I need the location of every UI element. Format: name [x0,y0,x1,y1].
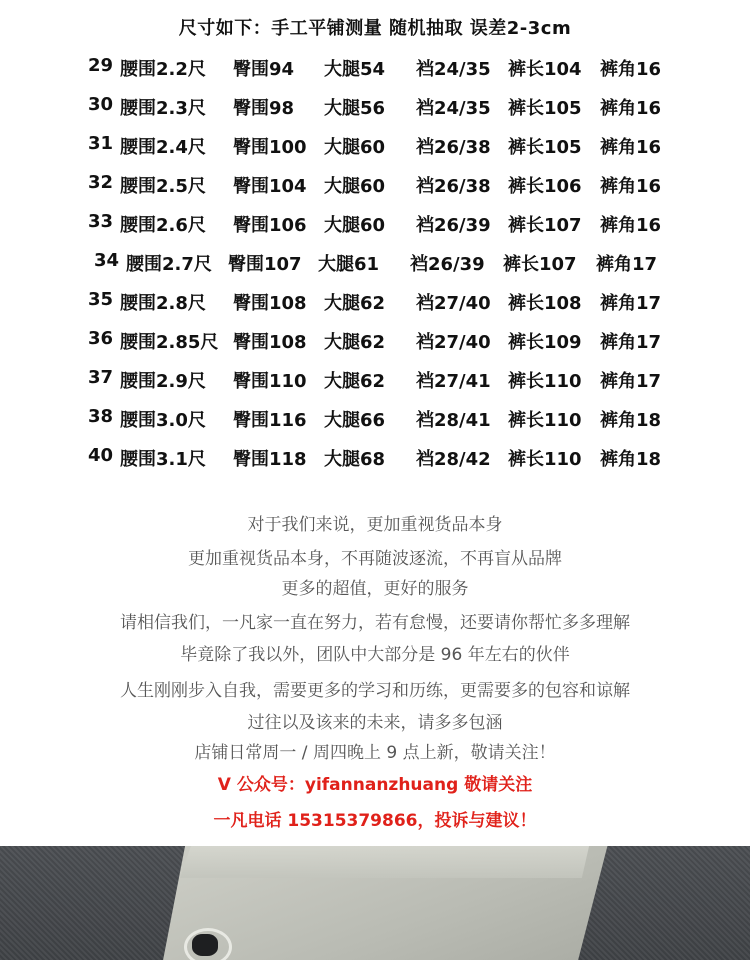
size-cell-thigh: 大腿56 [324,98,386,119]
size-cell-size: 32 [88,172,114,193]
size-cell-rise: 裆27/41 [416,371,491,392]
size-cell-hem: 裤角16 [600,215,662,236]
product-photo [0,846,750,960]
size-cell-waist: 腰围2.7尺 [126,254,212,275]
size-cell-size: 34 [94,250,120,271]
size-row [0,289,750,319]
size-cell-rise: 裆24/35 [416,59,491,80]
size-cell-rise: 裆27/40 [416,293,491,314]
size-cell-thigh: 大腿61 [318,254,380,275]
size-cell-size: 30 [88,94,114,115]
size-cell-length: 裤长106 [508,176,582,197]
size-cell-waist: 腰围2.4尺 [120,137,206,158]
size-cell-thigh: 大腿60 [324,137,386,158]
size-cell-hem: 裤角18 [600,449,662,470]
size-cell-thigh: 大腿62 [324,293,386,314]
size-cell-waist: 腰围2.85尺 [120,332,219,353]
size-cell-hem: 裤角17 [600,293,662,314]
size-row [0,445,750,475]
size-cell-length: 裤长107 [508,215,582,236]
size-cell-thigh: 大腿66 [324,410,386,431]
size-cell-thigh: 大腿60 [324,215,386,236]
size-cell-size: 35 [88,289,114,310]
size-cell-rise: 裆26/38 [416,137,491,158]
size-row [0,55,750,85]
note-line: 请相信我们，一凡家一直在努力，若有怠慢，还要请你帮忙多多理解 [120,613,630,633]
size-cell-length: 裤长110 [508,449,582,470]
size-cell-hip: 臀围107 [228,254,302,275]
size-cell-hip: 臀围116 [233,410,307,431]
size-cell-hip: 臀围118 [233,449,307,470]
note-line: 店铺日常周一 / 周四晚上 9 点上新，敬请关注！ [194,743,556,763]
size-cell-rise: 裆28/41 [416,410,491,431]
note-line: 过往以及该来的未来，请多多包涵 [247,713,503,733]
size-cell-rise: 裆26/39 [416,215,491,236]
size-cell-hem: 裤角17 [596,254,658,275]
size-cell-rise: 裆27/40 [416,332,491,353]
size-cell-waist: 腰围2.3尺 [120,98,206,119]
size-cell-hip: 臀围94 [233,59,295,80]
size-row [0,328,750,358]
size-cell-size: 33 [88,211,114,232]
size-cell-rise: 裆24/35 [416,98,491,119]
size-row [0,250,750,280]
size-cell-hem: 裤角16 [600,137,662,158]
size-cell-hip: 臀围110 [233,371,307,392]
size-row [0,211,750,241]
size-row [0,94,750,124]
size-row [0,367,750,397]
size-row [0,133,750,163]
size-cell-hip: 臀围106 [233,215,307,236]
size-cell-thigh: 大腿68 [324,449,386,470]
note-line: 更多的超值，更好的服务 [281,579,469,599]
size-cell-size: 31 [88,133,114,154]
size-cell-waist: 腰围2.9尺 [120,371,206,392]
size-cell-thigh: 大腿62 [324,332,386,353]
size-cell-waist: 腰围2.8尺 [120,293,206,314]
size-cell-hem: 裤角17 [600,371,662,392]
note-line: 更加重视货品本身，不再随波逐流，不再盲从品牌 [188,549,562,569]
size-cell-length: 裤长110 [508,410,582,431]
size-row [0,406,750,436]
note-line: 对于我们来说，更加重视货品本身 [247,515,503,535]
contact-line: V 公众号：yifannanzhuang 敬请关注 [217,775,533,795]
size-cell-size: 36 [88,328,114,349]
size-cell-length: 裤长108 [508,293,582,314]
size-cell-hip: 臀围104 [233,176,307,197]
size-cell-hem: 裤角18 [600,410,662,431]
size-cell-thigh: 大腿60 [324,176,386,197]
size-cell-waist: 腰围2.6尺 [120,215,206,236]
size-cell-rise: 裆26/38 [416,176,491,197]
size-cell-hip: 臀围100 [233,137,307,158]
size-cell-length: 裤长105 [508,98,582,119]
size-cell-hip: 臀围108 [233,293,307,314]
size-cell-length: 裤长109 [508,332,582,353]
size-cell-hip: 臀围98 [233,98,295,119]
size-cell-waist: 腰围2.2尺 [120,59,206,80]
contact-line: 一凡电话 15315379866，投诉与建议！ [213,811,537,831]
size-cell-length: 裤长110 [508,371,582,392]
note-line: 人生刚刚步入自我，需要更多的学习和历练，更需要多的包容和谅解 [120,681,630,701]
size-cell-length: 裤长104 [508,59,582,80]
size-cell-hem: 裤角17 [600,332,662,353]
size-cell-waist: 腰围2.5尺 [120,176,206,197]
size-cell-size: 38 [88,406,114,427]
size-chart-title: 尺寸如下：手工平铺测量 随机抽取 误差2-3cm [178,18,572,39]
size-cell-hem: 裤角16 [600,98,662,119]
size-cell-hem: 裤角16 [600,176,662,197]
size-cell-waist: 腰围3.1尺 [120,449,206,470]
size-cell-size: 37 [88,367,114,388]
size-cell-hem: 裤角16 [600,59,662,80]
waistband [180,846,590,878]
size-cell-size: 29 [88,55,114,76]
size-cell-size: 40 [88,445,114,466]
size-cell-length: 裤长107 [503,254,577,275]
size-cell-rise: 裆26/39 [410,254,485,275]
size-cell-rise: 裆28/42 [416,449,491,470]
pants-button [192,934,218,956]
note-line: 毕竟除了我以外，团队中大部分是 96 年左右的伙伴 [180,645,570,665]
size-cell-thigh: 大腿54 [324,59,386,80]
size-row [0,172,750,202]
size-cell-thigh: 大腿62 [324,371,386,392]
size-cell-waist: 腰围3.0尺 [120,410,206,431]
size-cell-hip: 臀围108 [233,332,307,353]
size-cell-length: 裤长105 [508,137,582,158]
